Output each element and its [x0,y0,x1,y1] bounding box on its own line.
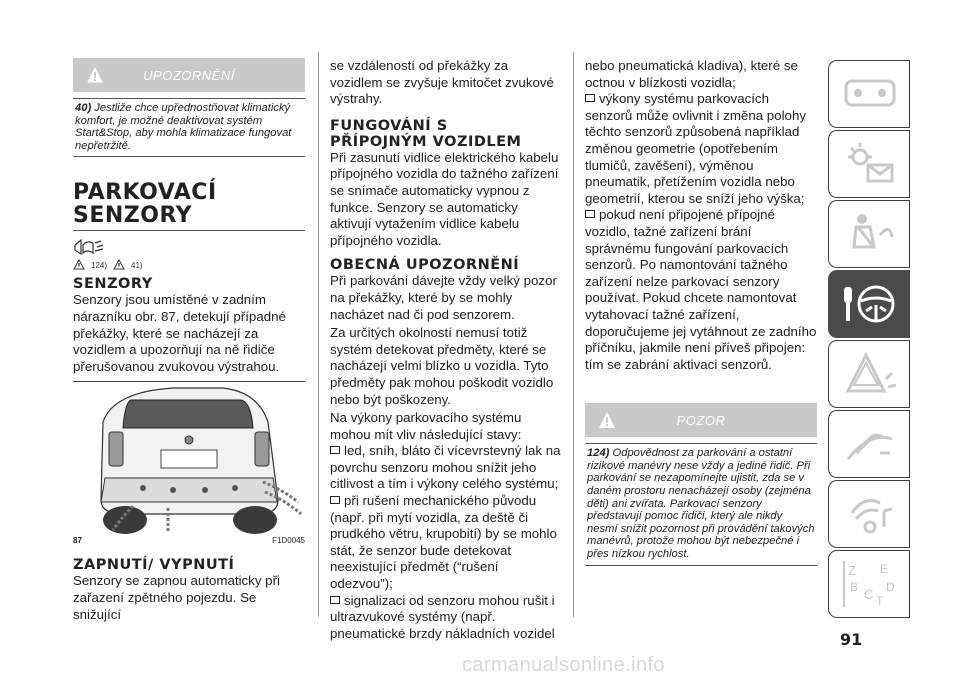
page-number: 91 [840,630,863,649]
tab-multimedia[interactable] [828,480,910,548]
warning-triangle-icon [840,349,900,399]
index-letter: D [886,580,895,594]
heading-general-warnings: OBECNÁ UPOZORNĚNÍ [330,257,520,274]
tab-lights-messages[interactable] [828,130,910,198]
seatbelt-passenger-icon [840,209,900,259]
car-rear-illustration [73,382,305,534]
col2-intro: se vzdáleností od překážky za vozidlem se zvyšuje kmitočet zvukové výstrahy. [330,58,554,107]
index-letter: E [880,562,889,576]
sensors-paragraph: Senzory jsou umístěné v zadním nárazníku obr. 87, detekují případné překážky, které se nacházejí za vozidlem a upozorňují na ně řidiče přerušovanou zvukovou výstrahou. [73,292,286,374]
warning-banner-title: UPOZORNĚNÍ [143,68,235,83]
col3-intro: nebo pneumatická kladiva), které se octnou v blízkosti vozidla; [585,58,798,90]
ref-41: 41) [131,261,143,271]
caution-banner [585,403,817,437]
trailer-paragraph: Při zasunutí vidlice elektrického kabelu přípojného vozidla do tažného zařízení se snímače automaticky vypnou z funkce. Senzory se automaticky aktivují vytažením vidlice kabelu přípojného vozidla. [330,149,559,248]
tab-index[interactable] [828,550,910,618]
column-divider-1 [318,52,319,617]
on-off-paragraph: Senzory se zapnou automaticky při zařazení zpětného pojezdu. Se snižující [73,573,280,622]
caution-small-icon [113,259,125,270]
index-letter: T [876,594,884,608]
list-item: výkony systému parkovacích senzorů může ovlivnit i změna polohy těchto senzorů způsobená například změnou geometrie (opotřebením tlumičů, zavěšení), výměnou pneumatik, přetížením vozidla nebo geometrií, kterou se sníží jeho výška; [585,91,817,207]
key-and-steering-wheel-icon [840,279,900,329]
section-heading-parking-sensors: PARKOVACÍ SENZORY [73,181,233,231]
heading-rule [73,230,305,231]
column-divider-2 [573,52,574,617]
heading-trailer: FUNGOVÁNÍ S PŘÍPOJNÝM VOZIDLEM [330,117,522,150]
warning-note [73,98,305,157]
warning-note-number: 40) [75,102,92,114]
wrench-maintenance-icon [840,419,900,469]
column-2 [330,58,562,642]
light-and-envelope-icon [840,139,900,189]
book-symbol-icon [73,237,107,257]
reference-row [73,237,305,257]
alphabet-index-icon [840,559,900,609]
list-item: led, sníh, bláto či vícevrstevný lak na povrchu senzoru mohou snížit jeho citlivost a tím i výkony celého systému; [330,443,561,492]
column-3 [585,58,817,566]
caution-banner-title: POZOR [676,413,726,429]
figure-caption [73,536,305,545]
index-letter: C [864,587,874,602]
figure-number: 87 [73,536,82,546]
tab-dashboard[interactable] [828,60,910,128]
music-navigation-icon [840,489,900,539]
general-warnings-p1: Při parkování dávejte vždy velký pozor na překážky, které by se mohly nacházet nad či pod senzorem. [330,273,557,322]
warning-small-icon [73,259,85,270]
list-item: signalizaci od senzoru mohou rušit i ultrazvukové systémy (např. pneumatické brzdy nákladních vozidel [330,593,562,643]
car-dashboard-icon [840,69,900,119]
tab-safety[interactable] [828,200,910,268]
tab-emergency[interactable] [828,340,910,408]
list-item: při rušení mechanického původu (např. při mytí vozidla, za deště či prudkého větru, krupobití) by se mohlo stát, že senzor bude detekovat neexistující předmět (“rušení odezvou”); [330,493,562,593]
column-1 [73,58,305,623]
caution-note-text: Odpovědnost za parkování a ostatní rizikové manévry nese vždy a jediné řidič. Při parkování se nezapomínejte ujistit, zda se v daném prostoru nenacházejí osoby (zejména děti) ani zvířata. Parkovací senzory představují pomoc řidiči, který ale nikdy nesmí snížit pozornost při provádění takových manévrů, protože mohou být nebezpečné i přes nízkou rychlost. [587,447,815,561]
warning-note-text: Jestliže chce upřednostňovat klimatický komfort, je možné deaktivovat systém Start&Stop, aby mohla klimatizace fungovat nepřetržitě. [75,102,292,152]
watermark: carmanualsonline.info [462,654,665,676]
tab-starting-driving[interactable] [828,270,910,338]
caution-note [585,443,817,565]
warning-banner [73,58,305,92]
list-item: pokud není připojené přípojné vozidlo, tažné zařízení brání správnému fungování parkovacích senzorů. Po namontování tažného zařízení nelze parkovací senzory používat. Pokud chcete namontovat vytahovací tažné zařízení, doporučujeme jej vytáhnout ze zadního příčníku, jakmile není příveš připojen: tím se zabrání aktivaci senzorů. [585,207,817,372]
index-letter: Z [848,563,856,578]
general-warnings-p3: Na výkony parkovacího systému mohou mít vliv následující stavy: [330,410,522,442]
reference-row-2 [73,259,305,270]
subheading-sensors: SENZORY [73,276,153,293]
index-letter: B [850,580,859,594]
figure-code: F1D0045 [272,536,305,546]
tab-maintenance[interactable] [828,410,910,478]
ref-124: 124) [91,261,108,271]
general-warnings-p2: Za určitých okolností nemusí totiž systém detekovat předměty, které se nacházejí velmi blízko u vozidla. Tyto předměty pak mohou poškodit vozidlo nebo být poškozeny. [330,325,554,407]
figure-87-car-rear [73,381,305,534]
caution-note-number: 124) [587,447,610,460]
subheading-on-off: ZAPNUTÍ/ VYPNUTÍ [73,557,235,574]
